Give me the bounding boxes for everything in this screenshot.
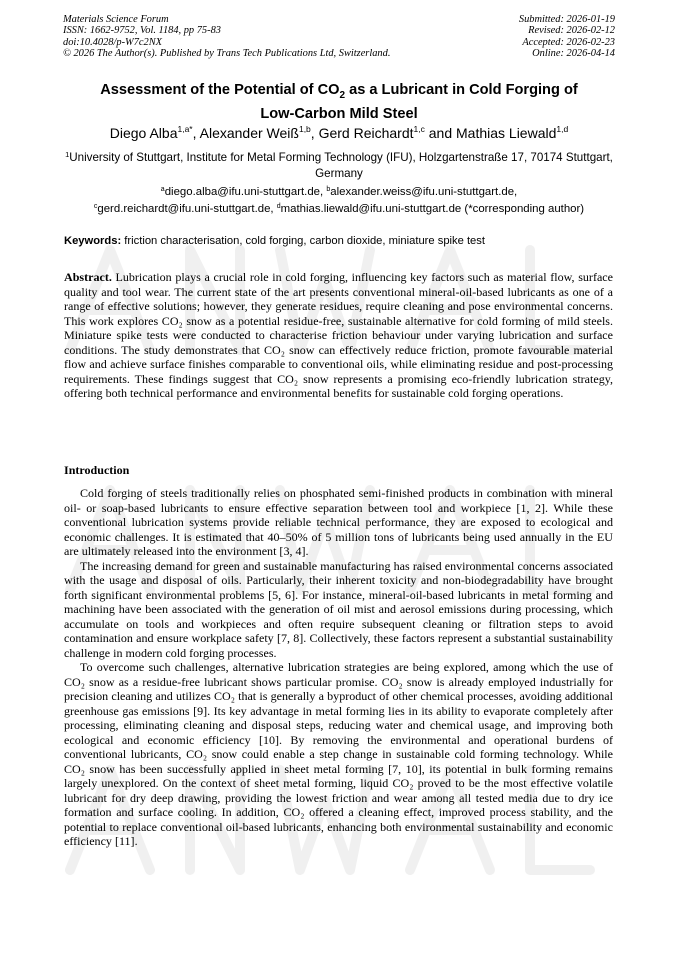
accepted-date: Accepted: 2026-02-23 — [522, 36, 615, 48]
title-part-2: as a Lubricant in Cold Forging of — [345, 82, 578, 98]
email-sup: d — [276, 203, 281, 210]
email-sup: c — [93, 203, 98, 210]
affiliation — [60, 150, 618, 182]
submitted-date: Submitted: 2026-01-19 — [518, 14, 615, 25]
affiliation-text: University of Stuttgart, Institute for Metal Forming Technology (IFU), Holzgartenstraße 17, 70174 Stuttgart, Germany — [69, 151, 613, 180]
title-line-2: Low-Carbon Mild Steel — [260, 105, 418, 122]
affiliation-sup: 1 — [65, 150, 70, 159]
online-date: Online: 2026-04-14 — [532, 47, 615, 59]
email-link[interactable]: mathias.liewald@ifu.uni-stuttgart.de (*corresponding author) — [280, 203, 585, 215]
keywords — [64, 234, 614, 249]
email-link[interactable]: diego.alba@ifu.uni-stuttgart.de, — [164, 186, 327, 198]
author-name: Mathias Liewald — [456, 125, 557, 141]
author-affil-sup: 1,c — [413, 124, 425, 134]
author-name: Gerd Reichardt — [318, 125, 414, 141]
author-separator: and — [424, 125, 456, 141]
author-separator: , — [310, 125, 319, 141]
abstract-text: Lubrication plays a crucial role in cold forging, influencing key factors such as material flow, surface quality and tool wear. The current state of the art presents conventional mineral-oil-based lubricants as one of a range of effective solutions; however, they generate residues, require cleaning and pose environmental concerns. This work explores CO₂ snow as a potential residue-free, sustainable alternative for cold forming of mild steels. Miniature spike tests were conducted to characterise friction behaviour under varying lubrication and surface conditions. The study demonstrates that CO₂ snow can effectively reduce friction, promote favourable material flow and achieve surface finishes comparable to conventional oils, while eliminating residue and post-processing requirements. These findings suggest that CO₂ snow represents a promising eco-friendly lubrication strategy, offering both technical performance and environmental benefits for sustainable cold forging operations. — [64, 270, 613, 400]
email-link[interactable]: gerd.reichardt@ifu.uni-stuttgart.de, — [97, 203, 277, 215]
copyright-line: © 2026 The Author(s). Published by Trans Tech Publications Ltd, Switzerland. — [63, 47, 391, 59]
title-subscript: 2 — [339, 89, 346, 101]
introduction-body — [64, 486, 613, 849]
doi-line[interactable]: doi:10.4028/p-W7c2NX — [63, 36, 162, 48]
journal-name: Materials Science Forum — [63, 14, 169, 25]
email-sup: b — [326, 186, 331, 193]
author-emails — [30, 184, 648, 218]
author-affil-sup: 1,d — [556, 124, 569, 134]
author-name: Alexander Weiß — [199, 125, 299, 141]
author-affil-sup: 1,a* — [177, 124, 193, 134]
section-heading-introduction: Introduction — [64, 463, 130, 477]
author-name: Diego Alba — [109, 125, 178, 141]
abstract-label: Abstract. — [64, 270, 112, 284]
keywords-label: Keywords: — [64, 235, 122, 247]
abstract — [64, 270, 613, 401]
paper-title — [50, 81, 628, 123]
title-part-1: Assessment of the Potential of CO — [100, 82, 340, 98]
email-link[interactable]: alexander.weiss@ifu.uni-stuttgart.de, — [330, 186, 518, 198]
author-affil-sup: 1,b — [298, 124, 311, 134]
issn-line: ISSN: 1662-9752, Vol. 1184, pp 75-83 — [63, 25, 221, 37]
journal-info — [63, 14, 390, 59]
author-list — [20, 124, 658, 142]
author-separator: , — [192, 125, 200, 141]
email-sup: a — [160, 186, 165, 193]
publication-dates — [519, 14, 615, 59]
keywords-text: friction characterisation, cold forging, carbon dioxide, miniature spike test — [121, 235, 485, 247]
paragraph: To overcome such challenges, alternative lubrication strategies are being explored, among which the use of CO₂ snow as a residue-free lubricant shows particular promise. CO₂ snow is already employed industrially for precision cleaning and utilizes CO₂ that is generally a byproduct of other chemical processes, avoiding additional greenhouse gas emissions [9]. Its key advantage in metal forming lies in its ability to evaporate completely after processing, eliminating cleaning and disposal steps, reducing water and chemical usage, and improving both ecological and economic efficiency [10]. By removing the environmental and operational burdens of conventional lubricants, CO₂ snow could enable a step change in sustainable cold forming technology. While CO₂ snow has been successfully applied in sheet metal forming [7, 10], its potential in bulk forming remains largely unexplored. On the context of sheet metal forming, liquid CO₂ proved to be the most effective volatile lubricant for dry deep drawing, providing the lowest friction and wear among all tested media due to dry ice formation and surface cooling. In addition, CO₂ offered a cleaning effect, improved process stability, and the potential to replace conventional oil-based lubricants, enhancing both environmental sustainability and economic efficiency [11]. — [64, 660, 613, 848]
paragraph: Cold forging of steels traditionally relies on phosphated semi-finished products in combination with mineral oil- or soap-based lubricants to ensure effective separation between tool and workpiece [1, 2]. While these conventional lubrication systems provide reliable technical performance, they are exposed to ecological and economic challenges. It is estimated that 40–50% of 5 million tons of lubricants being used annually in the EU are ultimately released into the environment [3, 4]. — [64, 486, 613, 558]
revised-date: Revised: 2026-02-12 — [528, 25, 615, 37]
paragraph: The increasing demand for green and sustainable manufacturing has raised environmental concerns associated with the usage and disposal of oils. Particularly, their inherent toxicity and non-biodegradability have brought forth significant environmental problems [5, 6]. For instance, mineral-oil-based lubricants in metal forming and machining have been associated with the generation of oil mist and aerosol emissions during processing, which accumulate on tools and workpieces and often require subsequent cleaning or filtration steps to avoid contamination and ensure workplace safety [7, 8]. Collectively, these factors represent a substantial sustainability challenge in modern cold forging processes. — [64, 558, 613, 660]
